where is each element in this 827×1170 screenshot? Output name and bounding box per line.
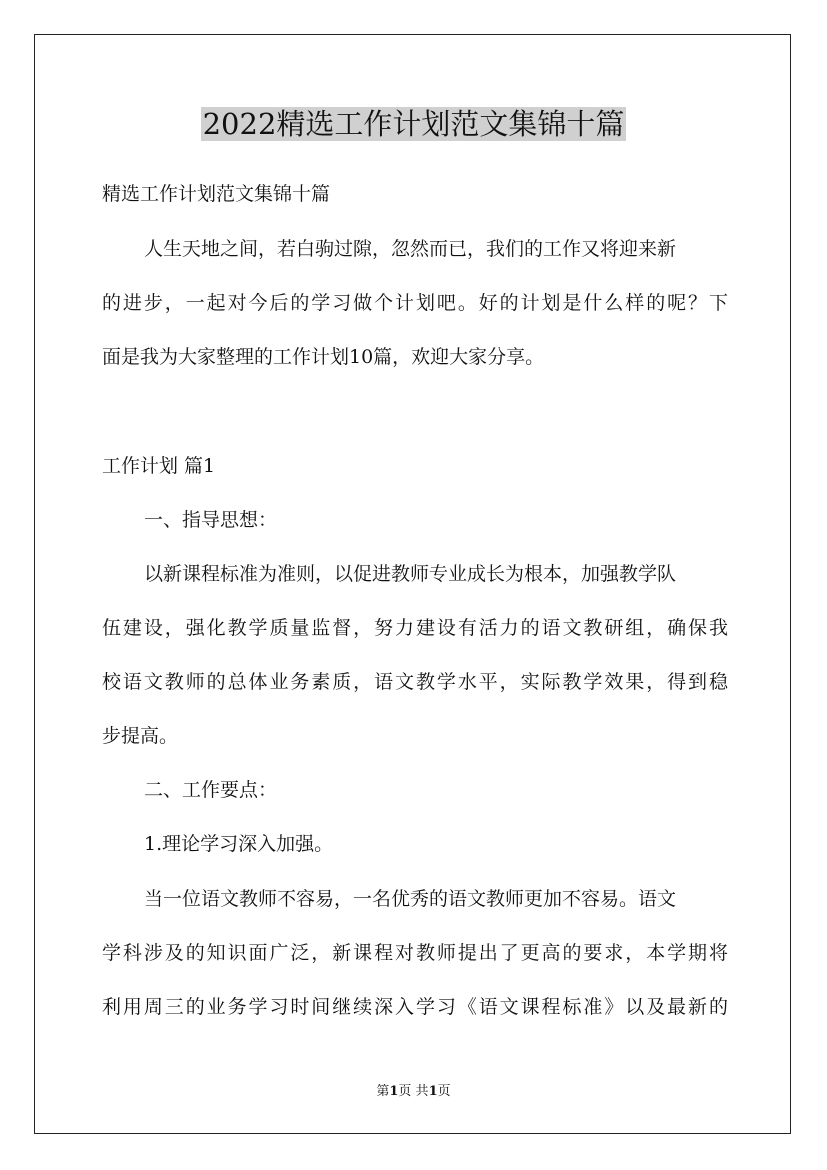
footer-page-suffix: 页 [437, 1084, 451, 1099]
section-heading: 工作计划 篇1 [102, 455, 216, 477]
guiding-heading: 一、指导思想： [144, 509, 278, 531]
footer-page-total: 1 [428, 1084, 438, 1099]
intro-line-2: 的进步，一起对今后的学习做个计划吧。好的计划是什么样的呢？下 [102, 292, 728, 314]
guiding-line-1: 以新课程标准为准则，以促进教师专业成长为根本，加强教学队 [144, 563, 677, 585]
intro-line-3: 面是我为大家整理的工作计划10篇，欢迎大家分享。 [102, 346, 545, 368]
footer-page-prefix: 第 [376, 1084, 390, 1099]
guiding-line-2: 伍建设，强化教学质量监督，努力建设有活力的语文教研组，确保我 [102, 617, 728, 639]
guiding-line-4: 步提高。 [102, 725, 179, 747]
document-subtitle: 精选工作计划范文集锦十篇 [102, 183, 331, 205]
document-title [0, 104, 827, 144]
point1-line-2: 学科涉及的知识面广泛，新课程对教师提出了更高的要求，本学期将 [102, 942, 728, 964]
footer-page-mid: 页 共 [398, 1084, 429, 1099]
point1-line-1: 当一位语文教师不容易，一名优秀的语文教师更加不容易。语文 [144, 888, 677, 910]
point1-heading: 1.理论学习深入加强。 [144, 833, 334, 855]
guiding-line-3: 校语文教师的总体业务素质，语文教学水平，实际教学效果，得到稳 [102, 671, 728, 693]
points-heading: 二、工作要点： [144, 779, 278, 801]
intro-line-1: 人生天地之间，若白驹过隙，忽然而已，我们的工作又将迎来新 [144, 238, 677, 260]
point1-line-3: 利用周三的业务学习时间继续深入学习《语文课程标准》以及最新的 [102, 996, 728, 1018]
footer-page-number: 1 [389, 1084, 399, 1099]
page-footer [0, 1083, 827, 1101]
document-title-text: 2022精选工作计划范文集锦十篇 [202, 107, 625, 141]
